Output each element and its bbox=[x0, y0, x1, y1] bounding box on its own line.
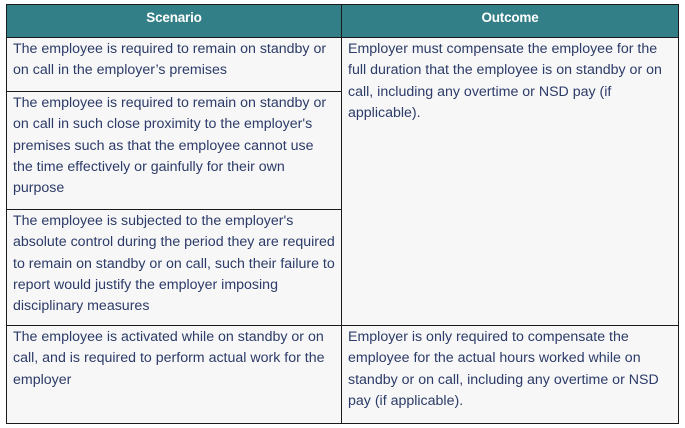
scenario-cell: The employee is required to remain on standby or on call in the employer’s premises bbox=[7, 38, 342, 92]
scenario-cell: The employee is activated while on standby or on call, and is required to perform actual work for the employer bbox=[7, 326, 342, 424]
header-outcome: Outcome bbox=[342, 5, 679, 38]
header-row bbox=[7, 5, 679, 38]
scenario-cell: The employee is subjected to the employer's absolute control during the period they are required to remain on standby or on call, such their failure to report would justify the employer imposing disciplinary measures bbox=[7, 210, 342, 326]
scenario-cell: The employee is required to remain on standby or on call in such close proximity to the employer's premises such as that the employee cannot use the time effectively or gainfully for their own purpose bbox=[7, 92, 342, 210]
outcome-cell: Employer must compensate the employee for the full duration that the employee is on standby or on call, including any overtime or NSD pay (if applicable). bbox=[342, 38, 679, 326]
table-row bbox=[7, 38, 679, 92]
header-scenario: Scenario bbox=[7, 5, 342, 38]
table-row bbox=[7, 326, 679, 424]
table-body bbox=[7, 38, 679, 424]
standby-compensation-table bbox=[6, 4, 679, 424]
outcome-cell: Employer is only required to compensate the employee for the actual hours worked while on standby or on call, including any overtime or NSD pay (if applicable). bbox=[342, 326, 679, 424]
table-header bbox=[7, 5, 679, 38]
